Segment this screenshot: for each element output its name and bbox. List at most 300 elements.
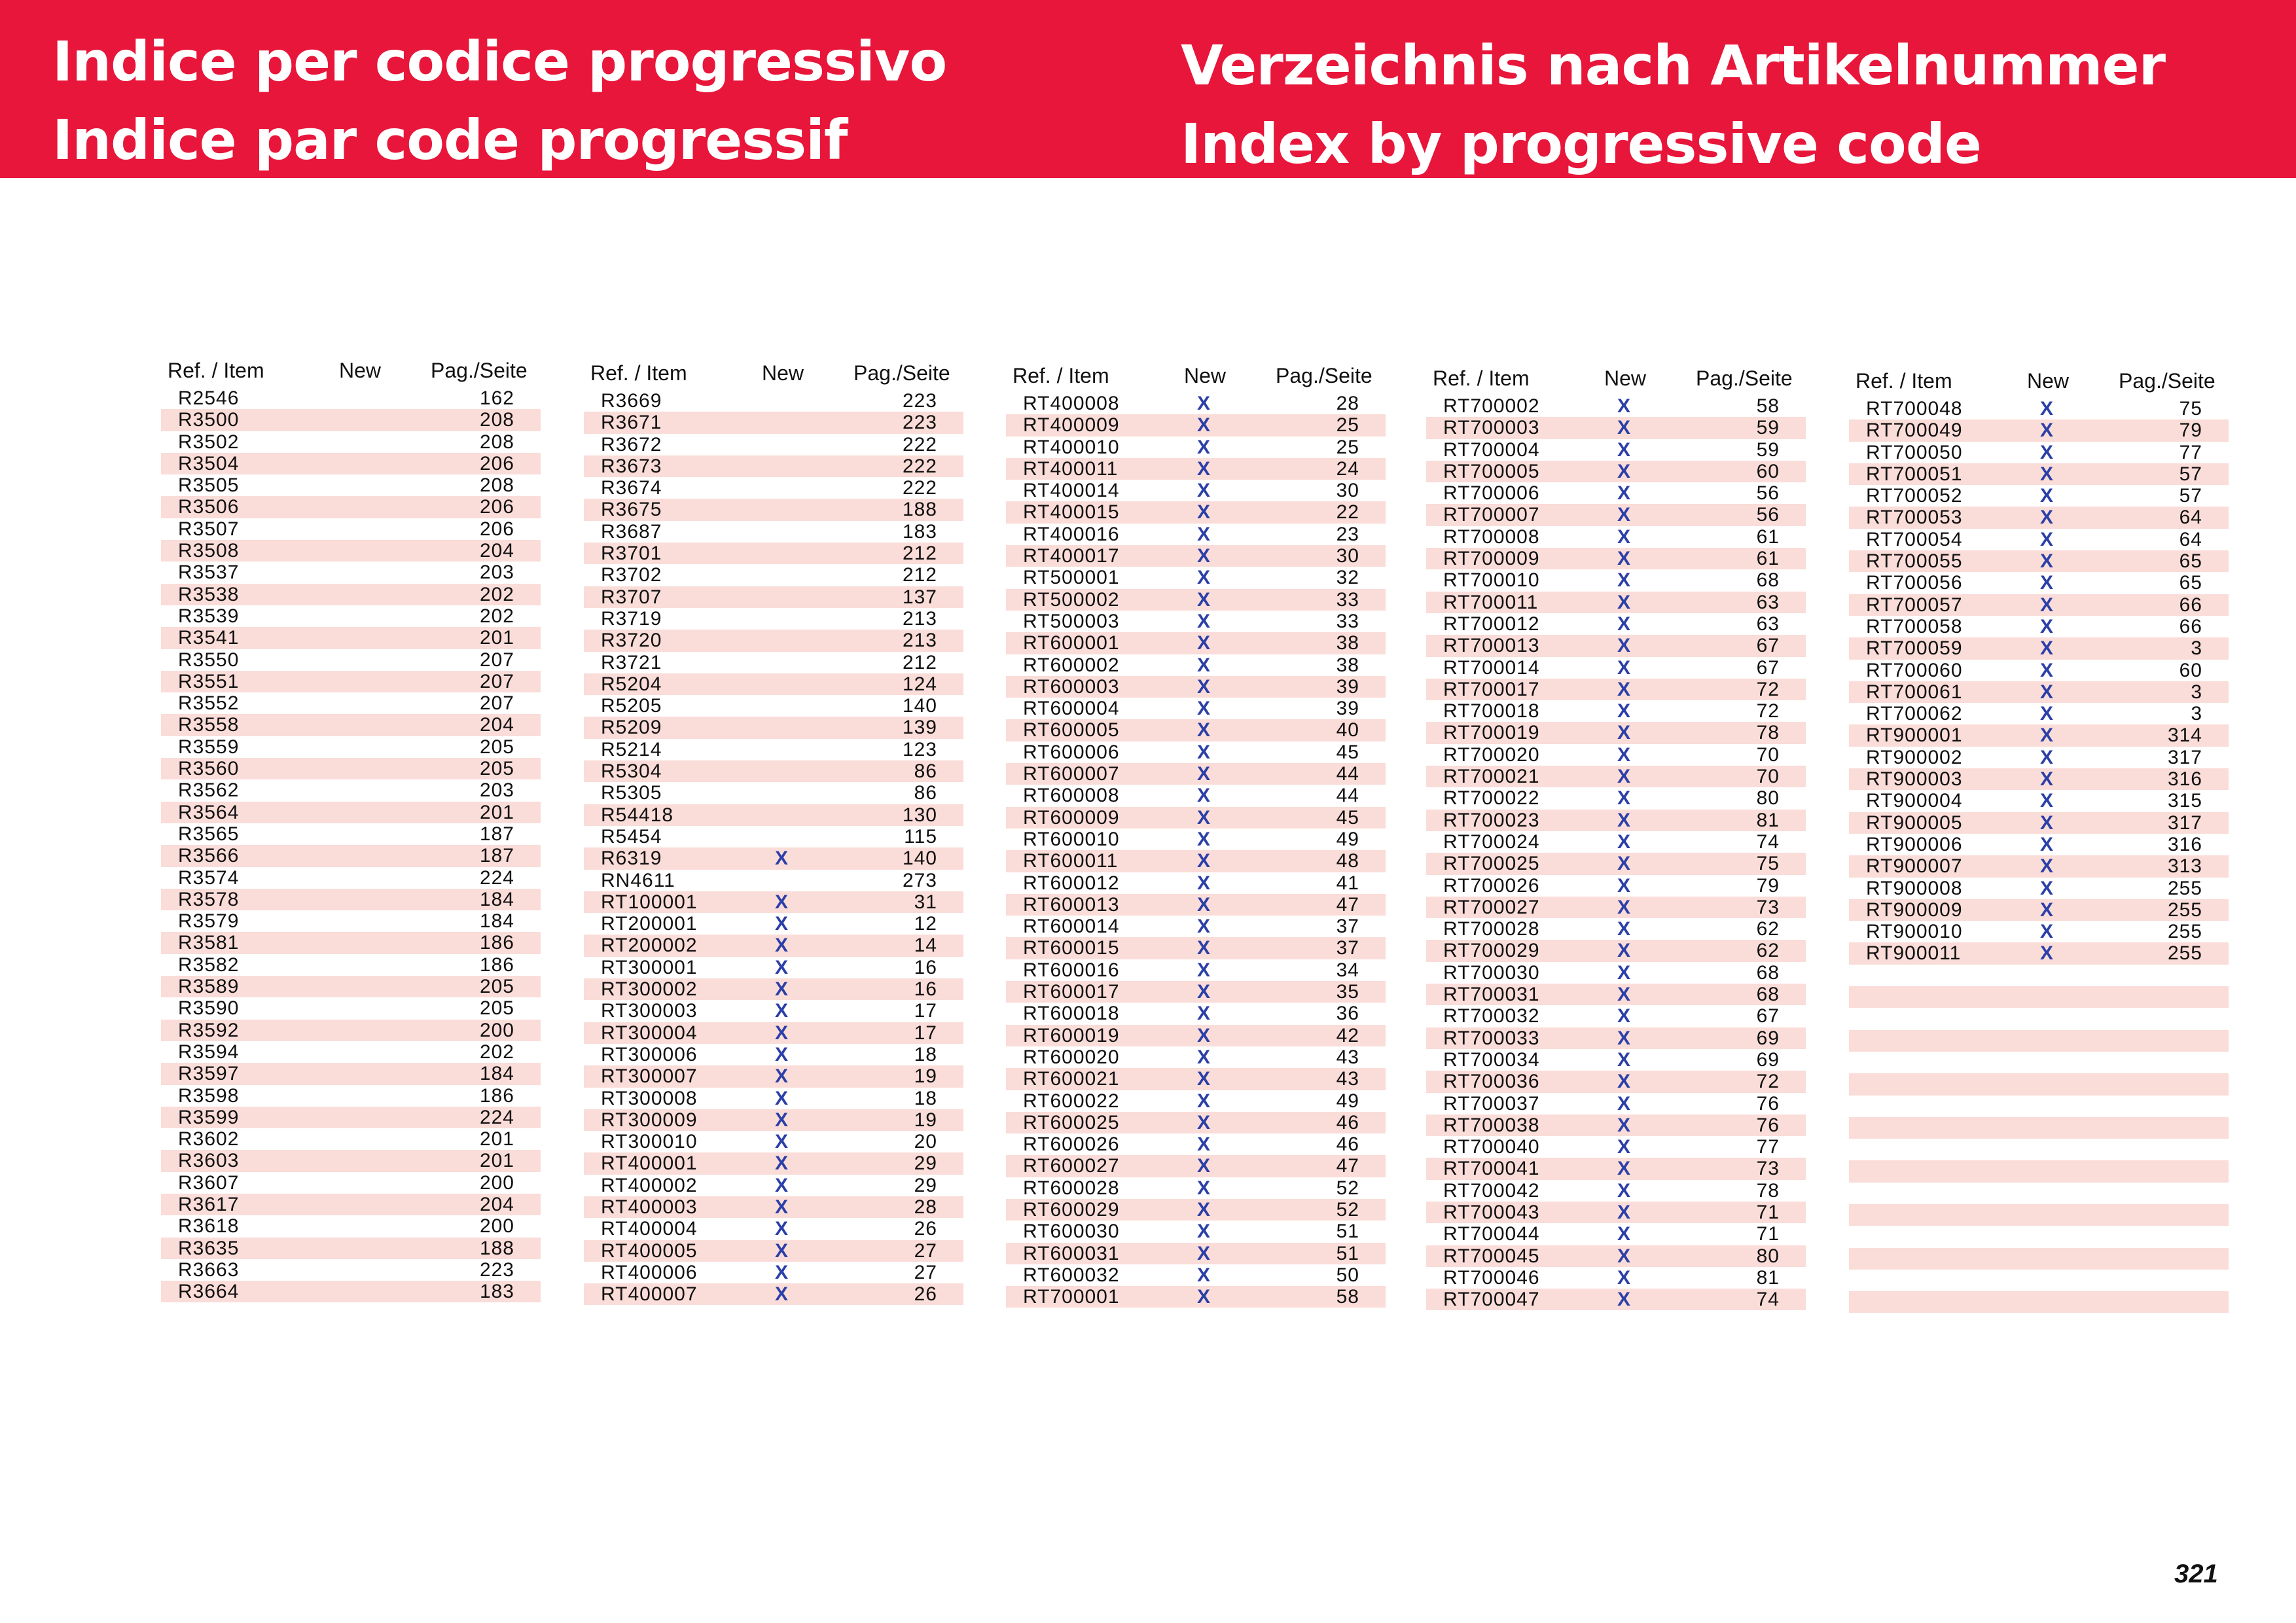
table-row bbox=[1426, 417, 1806, 438]
page-ref: 183 bbox=[902, 520, 937, 543]
page-ref: 64 bbox=[2179, 528, 2202, 550]
new-mark: X bbox=[775, 1174, 789, 1196]
item-ref: R3564 bbox=[178, 801, 240, 823]
page-ref: 207 bbox=[479, 670, 514, 692]
table-row bbox=[1426, 548, 1806, 569]
new-mark: X bbox=[1197, 675, 1211, 698]
item-ref: R3589 bbox=[178, 976, 240, 998]
new-mark: X bbox=[1617, 743, 1632, 766]
new-mark: X bbox=[1197, 457, 1211, 480]
new-mark: X bbox=[1197, 480, 1211, 502]
page-ref: 80 bbox=[1756, 1245, 1780, 1267]
table-row bbox=[1006, 785, 1386, 806]
new-mark: X bbox=[1197, 806, 1211, 829]
item-ref: R3618 bbox=[178, 1215, 240, 1238]
new-mark: X bbox=[1617, 569, 1632, 592]
new-mark: X bbox=[1617, 504, 1632, 526]
table-row bbox=[161, 1041, 541, 1063]
new-mark: X bbox=[2040, 594, 2054, 616]
item-ref: R3598 bbox=[178, 1084, 240, 1107]
table-row bbox=[1006, 1199, 1386, 1221]
item-ref: RT600014 bbox=[1023, 916, 1120, 938]
table-row bbox=[1849, 1226, 2229, 1247]
item-ref: R3552 bbox=[178, 692, 240, 715]
table-row bbox=[1849, 855, 2229, 877]
table-row bbox=[1849, 812, 2229, 834]
new-mark: X bbox=[775, 1000, 789, 1022]
page-ref: 68 bbox=[1756, 961, 1780, 984]
new-mark: X bbox=[1617, 1027, 1632, 1049]
table-row bbox=[1426, 875, 1806, 897]
item-ref: RT400005 bbox=[601, 1240, 698, 1262]
table-row bbox=[1006, 959, 1386, 981]
table-row bbox=[1849, 637, 2229, 659]
page-ref: 186 bbox=[479, 1084, 514, 1107]
table-row bbox=[161, 1150, 541, 1171]
page-ref: 186 bbox=[479, 932, 514, 954]
item-ref: R54418 bbox=[601, 804, 674, 826]
table-row bbox=[584, 739, 963, 760]
table-row bbox=[1849, 747, 2229, 768]
item-ref: R3672 bbox=[601, 433, 662, 455]
table-row bbox=[584, 804, 963, 826]
table-row bbox=[584, 913, 963, 935]
new-mark: X bbox=[1617, 678, 1632, 700]
page-ref: 184 bbox=[479, 1063, 514, 1085]
new-mark: X bbox=[1617, 1201, 1632, 1223]
new-mark: X bbox=[1617, 1179, 1632, 1202]
table-row bbox=[1426, 810, 1806, 831]
page-ref: 65 bbox=[2179, 572, 2202, 594]
page-header: Pag./Seite bbox=[1276, 364, 1372, 387]
item-ref: RT400011 bbox=[1023, 457, 1119, 480]
page-ref: 48 bbox=[1336, 850, 1359, 872]
item-ref: RT700029 bbox=[1443, 940, 1540, 962]
item-ref: R3590 bbox=[178, 997, 240, 1020]
table-row bbox=[161, 867, 541, 889]
table-row bbox=[1006, 981, 1386, 1003]
table-row bbox=[1849, 1008, 2229, 1029]
table-row bbox=[1849, 921, 2229, 942]
page-ref: 206 bbox=[479, 496, 514, 518]
item-ref: RT600009 bbox=[1023, 806, 1120, 829]
table-row bbox=[161, 453, 541, 474]
new-mark: X bbox=[1197, 1111, 1211, 1133]
item-ref: RT700025 bbox=[1443, 853, 1540, 875]
new-mark: X bbox=[1197, 501, 1211, 524]
table-row bbox=[584, 1262, 963, 1283]
new-mark: X bbox=[1197, 893, 1211, 916]
page-ref: 223 bbox=[902, 390, 937, 412]
item-ref: RT700049 bbox=[1866, 419, 1963, 442]
new-mark: X bbox=[2040, 463, 2054, 485]
new-mark: X bbox=[775, 1109, 789, 1131]
new-mark: X bbox=[1617, 482, 1632, 505]
table-row bbox=[1849, 1270, 2229, 1291]
table-row bbox=[1849, 724, 2229, 746]
page-ref: 14 bbox=[914, 935, 937, 957]
item-ref: RT900006 bbox=[1866, 833, 1963, 855]
table-row bbox=[584, 1022, 963, 1044]
table-row bbox=[161, 779, 541, 801]
new-mark: X bbox=[1197, 1133, 1211, 1156]
index-column-5 bbox=[1849, 364, 2229, 1313]
item-ref: RT300007 bbox=[601, 1065, 698, 1088]
item-ref: R3664 bbox=[178, 1281, 240, 1303]
item-ref: R3579 bbox=[178, 910, 240, 933]
new-mark: X bbox=[2040, 507, 2054, 529]
item-ref: RT900005 bbox=[1866, 812, 1963, 834]
page-ref: 37 bbox=[1336, 916, 1359, 938]
page-ref: 184 bbox=[479, 910, 514, 933]
page-ref: 49 bbox=[1336, 828, 1359, 850]
table-row bbox=[161, 758, 541, 779]
item-ref: R5454 bbox=[601, 825, 662, 847]
item-ref: R3617 bbox=[178, 1193, 240, 1215]
new-mark: X bbox=[1617, 700, 1632, 722]
new-mark: X bbox=[1617, 940, 1632, 962]
item-ref: RT600020 bbox=[1023, 1046, 1120, 1068]
item-ref: RT700024 bbox=[1443, 830, 1540, 853]
page-ref: 66 bbox=[2179, 615, 2202, 637]
page-ref: 70 bbox=[1756, 743, 1780, 766]
item-ref: RT900010 bbox=[1866, 921, 1963, 943]
item-ref: R3663 bbox=[178, 1258, 240, 1281]
new-mark: X bbox=[1617, 1223, 1632, 1245]
page-ref: 22 bbox=[1336, 501, 1359, 524]
item-ref: RT700062 bbox=[1866, 703, 1963, 725]
page-ref: 78 bbox=[1756, 1179, 1780, 1202]
item-ref: RT700013 bbox=[1443, 635, 1540, 657]
table-row bbox=[1006, 829, 1386, 850]
page-ref: 68 bbox=[1756, 569, 1780, 592]
page-ref: 208 bbox=[479, 474, 514, 497]
table-row bbox=[1849, 1052, 2229, 1073]
page-ref: 61 bbox=[1756, 526, 1780, 548]
table-row bbox=[161, 1259, 541, 1281]
page-ref: 81 bbox=[1756, 1266, 1780, 1289]
item-ref: R5305 bbox=[601, 782, 662, 804]
table-row bbox=[584, 586, 963, 608]
new-mark: X bbox=[2040, 942, 2054, 965]
page-ref: 255 bbox=[2167, 899, 2202, 921]
page-ref: 46 bbox=[1336, 1111, 1359, 1133]
page-ref: 28 bbox=[914, 1196, 937, 1218]
item-ref: RT700037 bbox=[1443, 1092, 1540, 1115]
new-mark: X bbox=[1617, 1289, 1632, 1311]
item-ref: R5304 bbox=[601, 760, 662, 783]
new-mark: X bbox=[1197, 1198, 1211, 1221]
page-ref: 3 bbox=[2191, 637, 2202, 660]
table-row bbox=[1006, 1112, 1386, 1133]
table-row bbox=[161, 605, 541, 627]
page-ref: 18 bbox=[914, 1043, 937, 1065]
page-ref: 32 bbox=[1336, 567, 1359, 589]
item-ref: RT600001 bbox=[1023, 632, 1120, 654]
page-ref: 80 bbox=[1756, 787, 1780, 810]
table-row bbox=[1849, 1073, 2229, 1095]
table-row bbox=[1006, 1025, 1386, 1046]
item-ref: RT700004 bbox=[1443, 438, 1540, 461]
item-ref: R3506 bbox=[178, 496, 240, 518]
page-ref: 201 bbox=[479, 627, 514, 649]
item-ref: RT300002 bbox=[601, 978, 698, 1001]
page-ref: 201 bbox=[479, 1150, 514, 1172]
page-ref: 44 bbox=[1336, 785, 1359, 807]
new-mark: X bbox=[2040, 768, 2054, 791]
page-ref: 223 bbox=[479, 1258, 514, 1281]
item-ref: RT700047 bbox=[1443, 1289, 1540, 1311]
new-mark: X bbox=[775, 978, 789, 1001]
new-mark: X bbox=[1617, 961, 1632, 984]
table-row bbox=[1006, 524, 1386, 545]
page-ref: 57 bbox=[2179, 463, 2202, 485]
new-mark: X bbox=[1197, 588, 1211, 611]
table-row bbox=[584, 390, 963, 412]
table-row bbox=[1006, 741, 1386, 763]
page-ref: 206 bbox=[479, 518, 514, 540]
new-mark: X bbox=[2040, 572, 2054, 594]
table-row bbox=[584, 477, 963, 499]
new-mark: X bbox=[1197, 414, 1211, 437]
page-ref: 31 bbox=[914, 891, 937, 913]
page-ref: 3 bbox=[2191, 703, 2202, 725]
page-ref: 77 bbox=[2179, 441, 2202, 463]
item-ref: RT600019 bbox=[1023, 1024, 1120, 1046]
page-ref: 213 bbox=[902, 607, 937, 630]
table-row bbox=[161, 1020, 541, 1041]
new-mark: X bbox=[1197, 1177, 1211, 1199]
new-mark: X bbox=[775, 1152, 789, 1175]
table-row bbox=[1426, 897, 1806, 918]
new-mark: X bbox=[1617, 766, 1632, 788]
table-row bbox=[161, 562, 541, 583]
item-ref: RT700041 bbox=[1443, 1158, 1540, 1180]
table-row bbox=[1426, 1071, 1806, 1092]
table-row bbox=[584, 1196, 963, 1218]
table-row bbox=[161, 692, 541, 714]
table-row bbox=[1006, 654, 1386, 676]
new-mark: X bbox=[1617, 853, 1632, 875]
page-ref: 20 bbox=[914, 1131, 937, 1153]
item-ref: R3560 bbox=[178, 758, 240, 780]
table-row bbox=[1006, 414, 1386, 436]
new-mark: X bbox=[1617, 1092, 1632, 1115]
item-ref: R3594 bbox=[178, 1041, 240, 1063]
item-ref: RT600003 bbox=[1023, 675, 1120, 698]
table-row bbox=[1849, 398, 2229, 419]
table-row bbox=[584, 935, 963, 956]
page-ref: 62 bbox=[1756, 918, 1780, 940]
item-ref: RT600029 bbox=[1023, 1198, 1120, 1221]
page-ref: 36 bbox=[1336, 1003, 1359, 1025]
table-row bbox=[1426, 482, 1806, 504]
item-ref: R3581 bbox=[178, 932, 240, 954]
table-row bbox=[161, 714, 541, 736]
page-ref: 52 bbox=[1336, 1177, 1359, 1199]
table-row bbox=[1849, 878, 2229, 899]
new-mark: X bbox=[1197, 1090, 1211, 1112]
item-ref: R3578 bbox=[178, 888, 240, 910]
page-ref: 315 bbox=[2167, 790, 2202, 812]
new-mark: X bbox=[2040, 790, 2054, 812]
new-mark: X bbox=[1197, 959, 1211, 981]
column-header bbox=[161, 353, 541, 387]
new-mark: X bbox=[2040, 637, 2054, 660]
item-ref: RT700032 bbox=[1443, 1005, 1540, 1027]
page-ref: 65 bbox=[2179, 550, 2202, 573]
new-mark: X bbox=[1197, 632, 1211, 654]
item-ref: RT700050 bbox=[1866, 441, 1963, 463]
table-row bbox=[161, 474, 541, 496]
page-ref: 45 bbox=[1336, 806, 1359, 829]
page-ref: 205 bbox=[479, 736, 514, 758]
page-ref: 224 bbox=[479, 1106, 514, 1128]
table-row bbox=[1006, 1264, 1386, 1286]
page-ref: 74 bbox=[1756, 830, 1780, 853]
table-row bbox=[584, 412, 963, 433]
item-ref: RT400014 bbox=[1023, 480, 1120, 502]
item-ref: RT700056 bbox=[1866, 572, 1963, 594]
page-ref: 74 bbox=[1756, 1289, 1780, 1311]
item-ref: RT600015 bbox=[1023, 937, 1120, 959]
table-row bbox=[1006, 393, 1386, 414]
table-row bbox=[584, 782, 963, 804]
column-header bbox=[1006, 359, 1386, 393]
table-row bbox=[584, 1000, 963, 1022]
new-mark: X bbox=[2040, 877, 2054, 899]
item-ref: RT700005 bbox=[1443, 460, 1540, 482]
item-ref: R3574 bbox=[178, 866, 240, 889]
page-ref: 202 bbox=[479, 605, 514, 627]
new-mark: X bbox=[1617, 656, 1632, 679]
table-row bbox=[1426, 1202, 1806, 1223]
page-ref: 69 bbox=[1756, 1048, 1780, 1071]
page-ref: 203 bbox=[479, 562, 514, 584]
item-ref: RT600026 bbox=[1023, 1133, 1120, 1156]
item-ref: RT300009 bbox=[601, 1109, 698, 1131]
new-mark: X bbox=[775, 1043, 789, 1065]
item-ref: RT700001 bbox=[1023, 1286, 1120, 1308]
table-row bbox=[1006, 567, 1386, 588]
table-row bbox=[1426, 1093, 1806, 1115]
table-row bbox=[161, 997, 541, 1019]
page-ref: 29 bbox=[914, 1174, 937, 1196]
table-row bbox=[1006, 916, 1386, 937]
table-row bbox=[161, 1063, 541, 1084]
new-mark: X bbox=[1617, 1266, 1632, 1289]
item-ref: R3541 bbox=[178, 627, 240, 649]
item-ref: RT900011 bbox=[1866, 942, 1962, 965]
new-mark: X bbox=[1617, 613, 1632, 635]
item-ref: R3551 bbox=[178, 670, 240, 692]
column-header bbox=[1426, 361, 1806, 395]
item-ref: RT900002 bbox=[1866, 746, 1963, 768]
item-ref: RT600012 bbox=[1023, 872, 1120, 894]
new-mark: X bbox=[1197, 916, 1211, 938]
item-ref: R3671 bbox=[601, 412, 662, 434]
column-header bbox=[584, 356, 963, 390]
new-mark: X bbox=[1197, 872, 1211, 894]
table-row bbox=[1849, 1183, 2229, 1204]
table-row bbox=[584, 673, 963, 695]
table-row bbox=[1849, 834, 2229, 855]
item-ref: R3500 bbox=[178, 409, 240, 431]
table-row bbox=[584, 652, 963, 673]
item-ref: RT700054 bbox=[1866, 528, 1963, 550]
new-mark: X bbox=[775, 1022, 789, 1044]
item-ref: R3675 bbox=[601, 499, 662, 521]
item-ref: RT600017 bbox=[1023, 981, 1120, 1003]
table-row bbox=[1426, 679, 1806, 700]
item-ref: RT600011 bbox=[1023, 850, 1119, 872]
title-italian: Indice per codice progressivo bbox=[52, 29, 947, 94]
new-mark: X bbox=[1617, 918, 1632, 940]
new-mark: X bbox=[1197, 1024, 1211, 1046]
page-ref: 67 bbox=[1756, 656, 1780, 679]
page-ref: 58 bbox=[1336, 1286, 1359, 1308]
item-ref: RT600022 bbox=[1023, 1090, 1120, 1112]
new-mark: X bbox=[1197, 567, 1211, 589]
page-ref: 33 bbox=[1336, 610, 1359, 632]
page-ref: 25 bbox=[1336, 436, 1359, 458]
item-ref: RT700027 bbox=[1443, 896, 1540, 918]
table-row bbox=[1006, 937, 1386, 959]
table-row bbox=[1006, 1221, 1386, 1242]
table-row bbox=[1849, 507, 2229, 528]
item-ref: RT600002 bbox=[1023, 654, 1120, 676]
item-ref: RT700030 bbox=[1443, 961, 1540, 984]
item-ref: RT700046 bbox=[1443, 1266, 1540, 1289]
table-row bbox=[584, 1044, 963, 1065]
item-ref: RT600028 bbox=[1023, 1177, 1120, 1199]
page-ref: 61 bbox=[1756, 548, 1780, 570]
item-ref: RT700019 bbox=[1443, 722, 1540, 744]
new-mark: X bbox=[1197, 698, 1211, 720]
table-row bbox=[584, 543, 963, 564]
table-row bbox=[161, 1238, 541, 1259]
table-row bbox=[1849, 965, 2229, 986]
table-row bbox=[584, 1131, 963, 1152]
table-row bbox=[1426, 1136, 1806, 1158]
table-row bbox=[161, 889, 541, 910]
new-mark: X bbox=[775, 847, 789, 870]
new-mark: X bbox=[1617, 984, 1632, 1006]
table-row bbox=[161, 954, 541, 976]
table-row bbox=[1006, 719, 1386, 741]
table-row bbox=[1849, 768, 2229, 790]
page-ref: 212 bbox=[902, 651, 937, 673]
table-row bbox=[161, 845, 541, 866]
table-row bbox=[584, 499, 963, 520]
table-row bbox=[584, 760, 963, 782]
item-ref: R5214 bbox=[601, 738, 662, 760]
table-row bbox=[161, 736, 541, 758]
table-row bbox=[1006, 611, 1386, 632]
table-row bbox=[1426, 1115, 1806, 1136]
page-ref: 27 bbox=[914, 1240, 937, 1262]
table-row bbox=[161, 932, 541, 954]
page-ref: 60 bbox=[2179, 659, 2202, 681]
table-row bbox=[1426, 984, 1806, 1005]
item-ref: RT700028 bbox=[1443, 918, 1540, 940]
page-ref: 222 bbox=[902, 455, 937, 477]
page-ref: 203 bbox=[479, 779, 514, 802]
item-ref: RT300006 bbox=[601, 1043, 698, 1065]
page-ref: 81 bbox=[1756, 809, 1780, 831]
table-row bbox=[161, 823, 541, 845]
table-row bbox=[584, 1109, 963, 1131]
